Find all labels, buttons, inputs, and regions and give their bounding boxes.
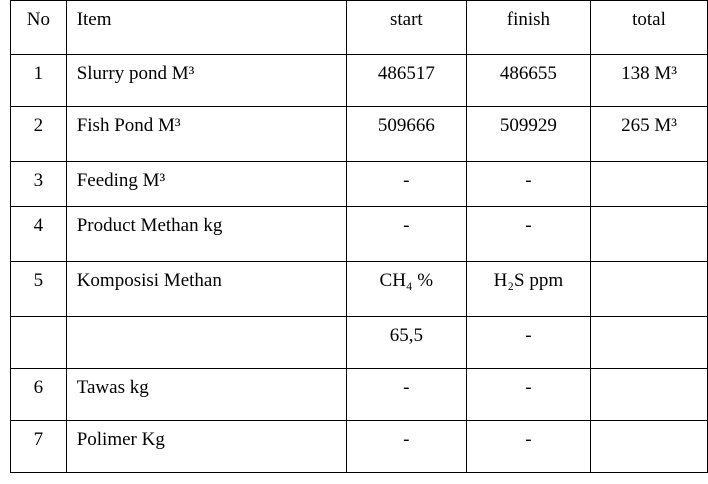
cell-finish: - <box>466 317 590 369</box>
cell-finish: - <box>466 421 590 473</box>
header-row <box>11 1 708 55</box>
cell-finish: 486655 <box>466 55 590 107</box>
cell-item: Tawas kg <box>66 369 346 421</box>
cell-item: Product Methan kg <box>66 207 346 262</box>
cell-start: - <box>346 207 466 262</box>
cell-item: Komposisi Methan <box>66 262 346 317</box>
cell-total <box>590 162 707 207</box>
cell-start: 486517 <box>346 55 466 107</box>
table-row <box>11 421 708 473</box>
data-table <box>10 0 708 473</box>
cell-no: 6 <box>11 369 67 421</box>
cell-item: Fish Pond M³ <box>66 107 346 162</box>
cell-total <box>590 421 707 473</box>
table-row <box>11 162 708 207</box>
cell-start: - <box>346 162 466 207</box>
cell-total <box>590 317 707 369</box>
cell-finish: - <box>466 369 590 421</box>
cell-finish: - <box>466 207 590 262</box>
cell-finish: H₂S ppm <box>466 262 590 317</box>
table-row <box>11 262 708 317</box>
cell-item: Feeding M³ <box>66 162 346 207</box>
cell-start: 509666 <box>346 107 466 162</box>
header-no: No <box>11 1 67 55</box>
header-start: start <box>346 1 466 55</box>
table-row <box>11 369 708 421</box>
table-row <box>11 107 708 162</box>
cell-finish: 509929 <box>466 107 590 162</box>
cell-total <box>590 369 707 421</box>
table-row <box>11 317 708 369</box>
cell-item: Slurry pond M³ <box>66 55 346 107</box>
cell-start: - <box>346 421 466 473</box>
cell-start: 65,5 <box>346 317 466 369</box>
cell-start: CH₄ % <box>346 262 466 317</box>
cell-no: 1 <box>11 55 67 107</box>
header-total: total <box>590 1 707 55</box>
cell-no: 2 <box>11 107 67 162</box>
cell-start: - <box>346 369 466 421</box>
cell-total: 265 M³ <box>590 107 707 162</box>
cell-total: 138 M³ <box>590 55 707 107</box>
table-row <box>11 207 708 262</box>
cell-no <box>11 317 67 369</box>
cell-no: 3 <box>11 162 67 207</box>
cell-no: 7 <box>11 421 67 473</box>
cell-finish: - <box>466 162 590 207</box>
cell-item <box>66 317 346 369</box>
cell-no: 4 <box>11 207 67 262</box>
table-row <box>11 55 708 107</box>
cell-total <box>590 262 707 317</box>
cell-item: Polimer Kg <box>66 421 346 473</box>
header-finish: finish <box>466 1 590 55</box>
cell-no: 5 <box>11 262 67 317</box>
cell-total <box>590 207 707 262</box>
header-item: Item <box>66 1 346 55</box>
